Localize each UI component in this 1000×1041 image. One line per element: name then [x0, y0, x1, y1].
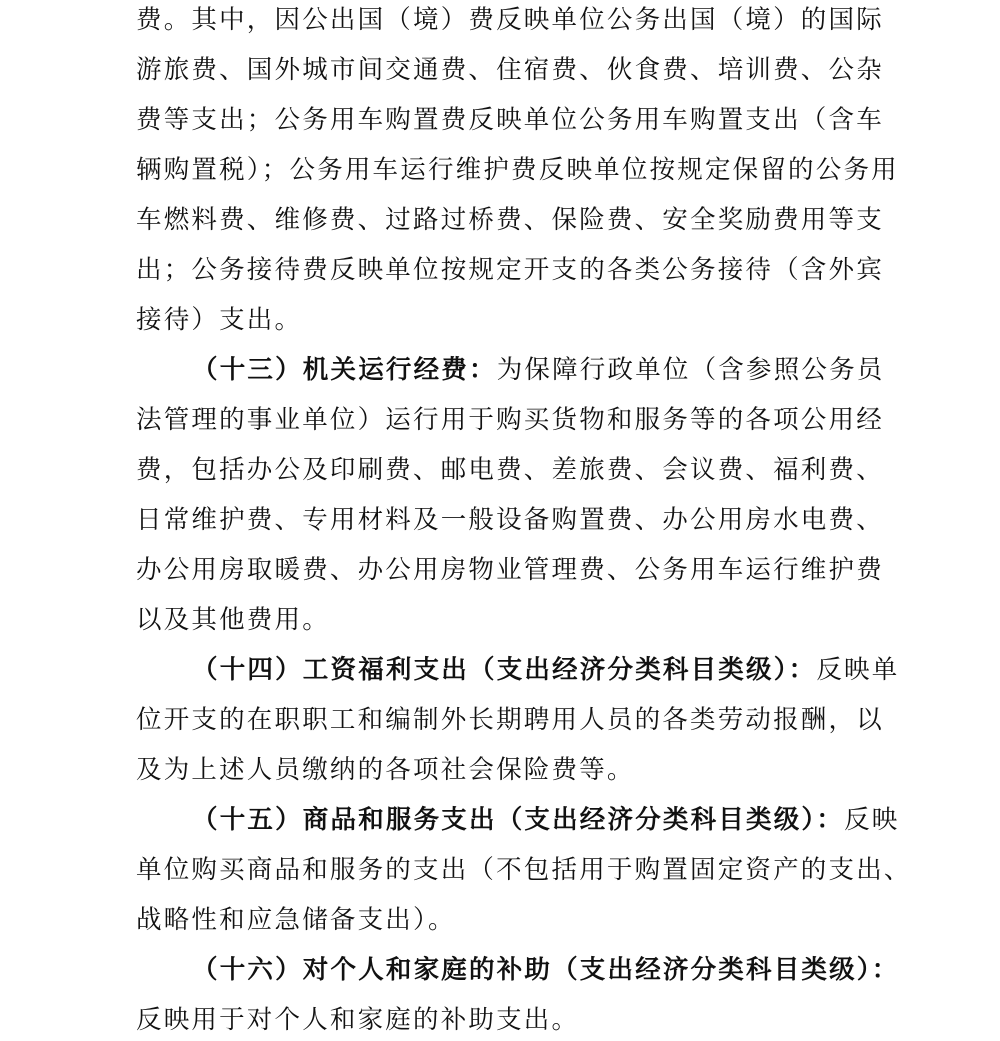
section-13-line: [192, 352, 885, 388]
body-line: 日常维护费、专用材料及一般设备购置费、办公用房水电费、: [136, 505, 884, 535]
section-13-heading: （十三）机关运行经费：: [192, 355, 497, 385]
section-15-heading: （十五）商品和服务支出（支出经济分类科目类级）：: [192, 805, 845, 835]
section-16-heading: （十六）对个人和家庭的补助（支出经济分类科目类级）：: [192, 955, 900, 985]
body-line: 游旅费、国外城市间交通费、住宿费、伙食费、培训费、公杂: [136, 55, 884, 85]
section-14-text: 反映单: [816, 655, 900, 685]
section-15-text: 反映: [844, 805, 900, 835]
section-14-line: [192, 652, 899, 688]
body-line: 接待）支出。: [136, 305, 303, 335]
body-line: 单位购买商品和服务的支出（不包括用于购置固定资产的支出、: [136, 855, 912, 885]
body-line: 辆购置税）；公务用车运行维护费反映单位按规定保留的公务用: [136, 155, 899, 185]
body-line: 以及其他费用。: [136, 605, 330, 635]
body-line: 出；公务接待费反映单位按规定开支的各类公务接待（含外宾: [136, 255, 884, 285]
body-line: 位开支的在职职工和编制外长期聘用人员的各类劳动报酬，以: [136, 705, 884, 735]
body-line: 反映用于对个人和家庭的补助支出。: [136, 1005, 580, 1035]
body-line: 法管理的事业单位）运行用于购买货物和服务等的各项公用经: [136, 405, 884, 435]
body-line: 及为上述人员缴纳的各项社会保险费等。: [136, 755, 635, 785]
body-line: 费，包括办公及印刷费、邮电费、差旅费、会议费、福利费、: [136, 455, 884, 485]
section-13-text: 为保障行政单位（含参照公务员: [496, 355, 885, 385]
body-line: 费等支出；公务用车购置费反映单位公务用车购置支出（含车: [136, 105, 884, 135]
section-16-line: [192, 952, 899, 988]
body-line: 办公用房取暖费、办公用房物业管理费、公务用车运行维护费: [136, 555, 884, 585]
body-line: 车燃料费、维修费、过路过桥费、保险费、安全奖励费用等支: [136, 205, 884, 235]
section-15-line: [192, 802, 899, 838]
section-14-heading: （十四）工资福利支出（支出经济分类科目类级）：: [192, 655, 817, 685]
body-line: 费。其中，因公出国（境）费反映单位公务出国（境）的国际: [136, 5, 884, 35]
body-line: 战略性和应急储备支出）。: [136, 905, 456, 935]
